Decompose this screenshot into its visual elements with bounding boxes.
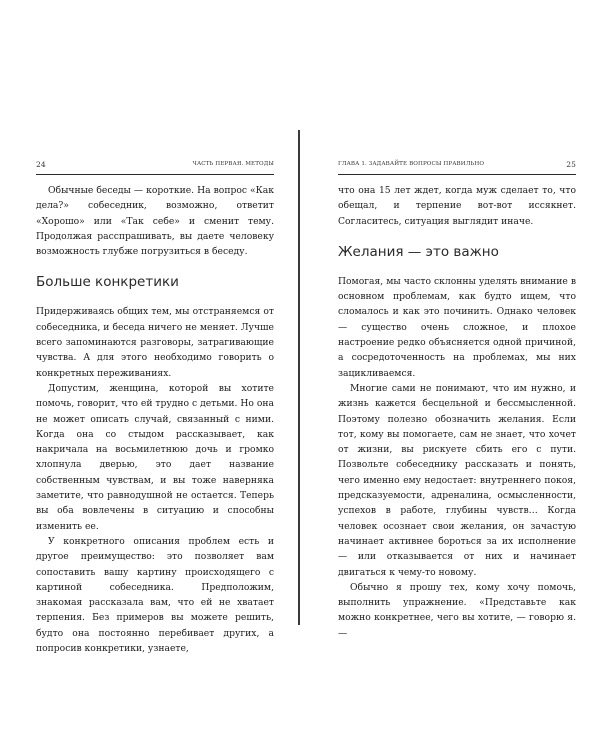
right-running-title: ГЛАВА 1. ЗАДАВАЙТЕ ВОПРОСЫ ПРАВИЛЬНО <box>338 161 485 167</box>
paragraph: Допустим, женщина, которой вы хотите помочь, говорит, что ей трудно с детьми. Но она не может описать случай, связанный с ними. Когда она со стыдом рассказывает, как накричала на восьмилетнюю дочь и громко хлопнула дверью, это дает название собственным чувствам, и вы тоже наверняка заметите, что равнодушной не остается. Теперь вы оба вовлечены в ситуацию и способны изменить ее. <box>36 382 274 532</box>
left-page <box>36 160 274 656</box>
left-running-head <box>36 160 274 175</box>
paragraph: что она 15 лет ждет, когда муж сделает то, что обещал, и терпение вот-вот иссякнет. Согласитесь, ситуация выглядит иначе. <box>338 185 576 227</box>
left-page-number: 24 <box>36 160 46 169</box>
right-running-head <box>338 160 576 175</box>
right-body-text <box>338 183 576 641</box>
right-page-number: 25 <box>566 160 576 169</box>
section-heading: Желания — это важно <box>338 243 499 260</box>
paragraph: Обычно я прошу тех, кому хочу помочь, выполнить упражнение. «Представьте как можно конкретнее, чего вы хотите, — говорю я. — <box>338 581 576 639</box>
left-running-title: ЧАСТЬ ПЕРВАЯ. МЕТОДЫ <box>192 161 274 167</box>
paragraph: Обычные беседы — короткие. На вопрос «Как дела?» собеседник, возможно, ответит «Хорошо» или «Так себе» и сменит тему. Продолжая расспрашивать, вы даете человеку возможность глубже погрузиться в беседу. <box>36 185 274 258</box>
paragraph: Придерживаясь общих тем, мы отстраняемся от собеседника, и беседа ничего не меняет. Лучше всего запоминаются разговоры, затрагивающие чувства. А для этого необходимо говорить о конкретных переживаниях. <box>36 306 274 379</box>
left-body-text <box>36 183 274 656</box>
paragraph: Многие сами не понимают, что им нужно, и жизнь кажется бесцельной и бессмысленной. Поэтому полезно обозначить желания. Если тот, кому вы помогаете, сам не знает, что хочет от жизни, вы рискуете сбить его с пути. Позвольте собеседнику рассказать и понять, чего именно ему недостает: внутреннего покоя, предсказуемости, адреналина, осмысленности, успехов в работе, глубины чувств… Когда человек осознает свои желания, он зачастую начинает активнее бороться за их исполнение — или отказывается от них и начинает двигаться к чему-то новому. <box>338 382 576 578</box>
paragraph: Помогая, мы часто склонны уделять внимание в основном проблемам, как будто ищем, что сломалось и как это починить. Однако человек — существо очень сложное, и плохое настроение редко объясняется одной причиной, а сосредоточенность на проблемах, мы них зацикливаемся. <box>338 275 576 379</box>
right-page <box>338 160 576 641</box>
paragraph: У конкретного описания проблем есть и другое преимущество: это позволяет вам сопоставить вашу картину происходящего с картиной собеседника. Предположим, знакомая рассказала вам, что ей не хватает терпения. Без примеров вы можете решить, будто она постоянно перебивает других, а попросив конкретики, узнаете, <box>36 535 274 655</box>
section-heading: Больше конкретики <box>36 274 179 291</box>
book-gutter <box>298 130 300 625</box>
